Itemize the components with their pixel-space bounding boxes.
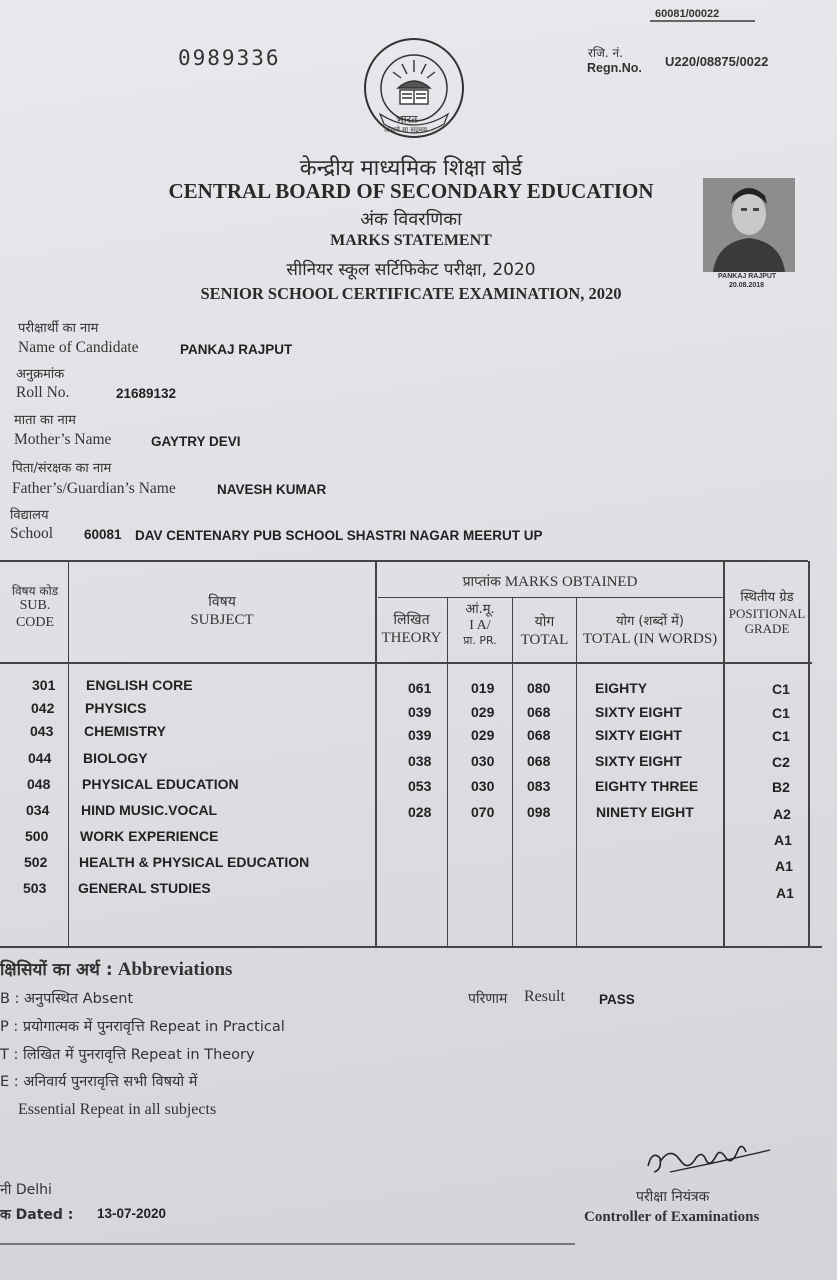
mother-name-value: GAYTRY DEVI <box>151 434 241 449</box>
header-grade-en1: POSITIONAL <box>728 605 806 621</box>
signature-icon <box>640 1132 780 1182</box>
school-label-en: School <box>10 525 54 542</box>
row-subject: HEALTH & PHYSICAL EDUCATION <box>79 854 310 870</box>
row-code: 044 <box>28 750 52 766</box>
header-words-en: TOTAL (IN WORDS) <box>582 630 718 647</box>
school-code-value: 60081 <box>84 527 122 542</box>
exam-title-en: SENIOR SCHOOL CERTIFICATE EXAMINATION, 2020 <box>200 284 622 303</box>
abbreviations-title-hi: क्षिसियों का अर्थ : <box>0 960 113 980</box>
header-words-hi: योग (शब्दों में) <box>616 614 684 629</box>
row-code: 048 <box>27 776 51 792</box>
abbreviations-title <box>0 957 232 981</box>
abbreviation-line: B : अनुपस्थित Absent <box>0 991 134 1007</box>
row-total: 068 <box>527 753 551 769</box>
row-grade: A1 <box>775 858 793 874</box>
header-subject-en: SUBJECT <box>190 611 254 628</box>
abbreviation-line: E : अनिवार्य पुनरावृत्ति सभी विषयो में <box>0 1074 198 1090</box>
header-sub-code-hi: विषय कोड <box>11 584 59 598</box>
row-ia: 029 <box>471 727 495 743</box>
father-label-hi: पिता/संरक्षक का नाम <box>12 461 112 476</box>
result-value: PASS <box>599 992 635 1007</box>
board-name-hi: केन्द्रीय माध्यमिक शिक्षा बोर्ड <box>299 156 523 181</box>
col-line-total <box>576 598 577 947</box>
school-name-value: DAV CENTENARY PUB SCHOOL SHASTRI NAGAR MEERUT UP <box>135 528 543 543</box>
table-top-border <box>0 560 808 562</box>
header-total-en: TOTAL <box>520 631 569 648</box>
row-grade: C1 <box>772 705 790 721</box>
header-positional-grade <box>724 590 810 637</box>
header-total-hi: योग <box>534 614 555 630</box>
emblem-bottom-text: भारत <box>396 113 418 126</box>
row-code: 034 <box>26 802 50 818</box>
school-label-hi: विद्यालय <box>10 508 49 523</box>
row-total: 083 <box>527 778 551 794</box>
row-words: SIXTY EIGHT <box>595 704 682 720</box>
header-theory <box>376 612 447 647</box>
regn-label-en: Regn.No. <box>587 61 642 75</box>
row-words: EIGHTY THREE <box>595 778 699 794</box>
row-code: 043 <box>30 723 54 739</box>
dated-label: क Dated : <box>0 1207 74 1223</box>
place-text: नी Delhi <box>0 1182 52 1198</box>
abbreviation-line: P : प्रयोगात्मक में पुनरावृत्ति Repeat in Practical <box>0 1019 285 1035</box>
candidate-name-label-en: Name of Candidate <box>18 339 139 356</box>
header-ia-pr <box>448 602 512 648</box>
controller-title-hi: परीक्षा नियंत्रक <box>636 1189 710 1205</box>
header-ia-en: I A/ <box>469 617 491 633</box>
row-ia: 030 <box>471 778 495 794</box>
row-theory: 053 <box>408 778 432 794</box>
row-grade: C1 <box>772 681 790 697</box>
header-sub-code <box>2 584 68 632</box>
row-grade: A2 <box>773 806 791 822</box>
serial-number: 0989336 <box>178 46 281 70</box>
row-code: 042 <box>31 700 55 716</box>
row-code: 500 <box>25 828 49 844</box>
row-subject: WORK EXPERIENCE <box>80 828 219 844</box>
board-name-en: CENTRAL BOARD OF SECONDARY EDUCATION <box>168 179 654 203</box>
row-grade: C2 <box>772 754 790 770</box>
row-grade: A1 <box>774 832 792 848</box>
father-name-value: NAVESH KUMAR <box>217 482 327 497</box>
row-ia: 019 <box>471 680 495 696</box>
row-ia: 029 <box>471 704 495 720</box>
header-sub-code-en1: SUB. <box>19 598 51 614</box>
top-edge-line <box>650 20 755 22</box>
mother-label-en: Mother’s Name <box>14 431 112 448</box>
result-label-en: Result <box>524 988 565 1005</box>
col-line-ia <box>512 598 513 947</box>
header-theory-hi: लिखित <box>393 612 430 628</box>
table-header-bottom-border <box>0 662 812 664</box>
header-marks-obtained <box>376 572 724 591</box>
row-ia: 070 <box>471 804 495 820</box>
col-line-theory <box>447 598 448 947</box>
candidate-name-label-hi: परीक्षार्थी का नाम <box>18 321 99 336</box>
roll-number-value: 21689132 <box>116 386 177 401</box>
header-grade-hi: स्थितीय ग्रेड <box>740 590 794 605</box>
candidate-name-value: PANKAJ RAJPUT <box>180 342 293 357</box>
statement-title-hi: अंक विवरणिका <box>360 209 462 230</box>
row-words: SIXTY EIGHT <box>595 727 682 743</box>
header-ia-hi2: प्रा. PR. <box>463 634 497 648</box>
header-marks-hi: प्राप्तांक <box>462 574 501 590</box>
issue-date-value: 13-07-2020 <box>97 1206 167 1221</box>
result-label-hi: परिणाम <box>468 991 508 1007</box>
exam-title-hi: सीनियर स्कूल सर्टिफिकेट परीक्षा, 2020 <box>286 260 536 280</box>
row-subject: PHYSICS <box>85 700 147 716</box>
photo-caption-name: PANKAJ RAJPUT <box>718 273 777 280</box>
photo-caption-date: 20.08.2018 <box>729 282 765 289</box>
header-grade-en2: GRADE <box>744 621 790 637</box>
header-total <box>513 614 576 649</box>
row-subject: GENERAL STUDIES <box>78 880 211 896</box>
row-total: 068 <box>527 704 551 720</box>
top-code: 60081/00022 <box>655 8 720 20</box>
row-subject: PHYSICAL EDUCATION <box>82 776 239 792</box>
abbreviation-line: T : लिखित में पुनरावृत्ति Repeat in Theory <box>0 1047 255 1063</box>
row-grade: C1 <box>772 728 790 744</box>
row-subject: ENGLISH CORE <box>86 677 193 693</box>
row-subject: BIOLOGY <box>83 750 148 766</box>
row-theory: 028 <box>408 804 432 820</box>
header-ia-hi: आं.मू. <box>465 602 495 617</box>
header-marks-en: MARKS OBTAINED <box>504 574 638 590</box>
bottom-edge-line <box>0 1243 575 1245</box>
abbreviations-title-en: Abbreviations <box>117 959 233 980</box>
statement-title-en: MARKS STATEMENT <box>330 232 492 249</box>
row-total: 098 <box>527 804 551 820</box>
row-code: 301 <box>32 677 56 693</box>
row-ia: 030 <box>471 753 495 769</box>
regn-number: U220/08875/0022 <box>665 54 769 69</box>
row-grade: A1 <box>776 885 794 901</box>
roll-label-hi: अनुक्रमांक <box>16 367 65 382</box>
header-subject <box>69 594 375 629</box>
header-subject-hi: विषय <box>208 594 236 610</box>
row-grade: B2 <box>772 779 790 795</box>
row-words: NINETY EIGHT <box>596 804 694 820</box>
header-sub-code-en2: CODE <box>15 615 55 631</box>
regn-label-hi: रजि. नं. <box>588 46 624 60</box>
controller-title-en: Controller of Examinations <box>584 1209 760 1225</box>
row-theory: 039 <box>408 704 432 720</box>
header-theory-en: THEORY <box>381 629 442 646</box>
row-total: 068 <box>527 727 551 743</box>
row-total: 080 <box>527 680 551 696</box>
candidate-photo <box>703 178 795 272</box>
row-theory: 038 <box>408 753 432 769</box>
abbreviation-line: Essential Repeat in all subjects <box>18 1101 217 1118</box>
row-subject: CHEMISTRY <box>84 723 166 739</box>
row-theory: 061 <box>408 680 432 696</box>
table-bottom-border <box>0 946 822 948</box>
emblem-motto: असतो मा सद्गमय <box>384 126 428 134</box>
row-theory: 039 <box>408 727 432 743</box>
header-total-words <box>577 614 723 648</box>
row-words: EIGHTY <box>595 680 648 696</box>
row-code: 503 <box>23 880 47 896</box>
row-subject: HIND MUSIC.VOCAL <box>81 802 218 818</box>
marks-group-divider <box>378 597 724 598</box>
father-label-en: Father’s/Guardian’s Name <box>12 480 176 497</box>
mother-label-hi: माता का नाम <box>14 413 76 428</box>
roll-label-en: Roll No. <box>16 384 70 401</box>
row-code: 502 <box>24 854 48 870</box>
row-words: SIXTY EIGHT <box>595 753 682 769</box>
